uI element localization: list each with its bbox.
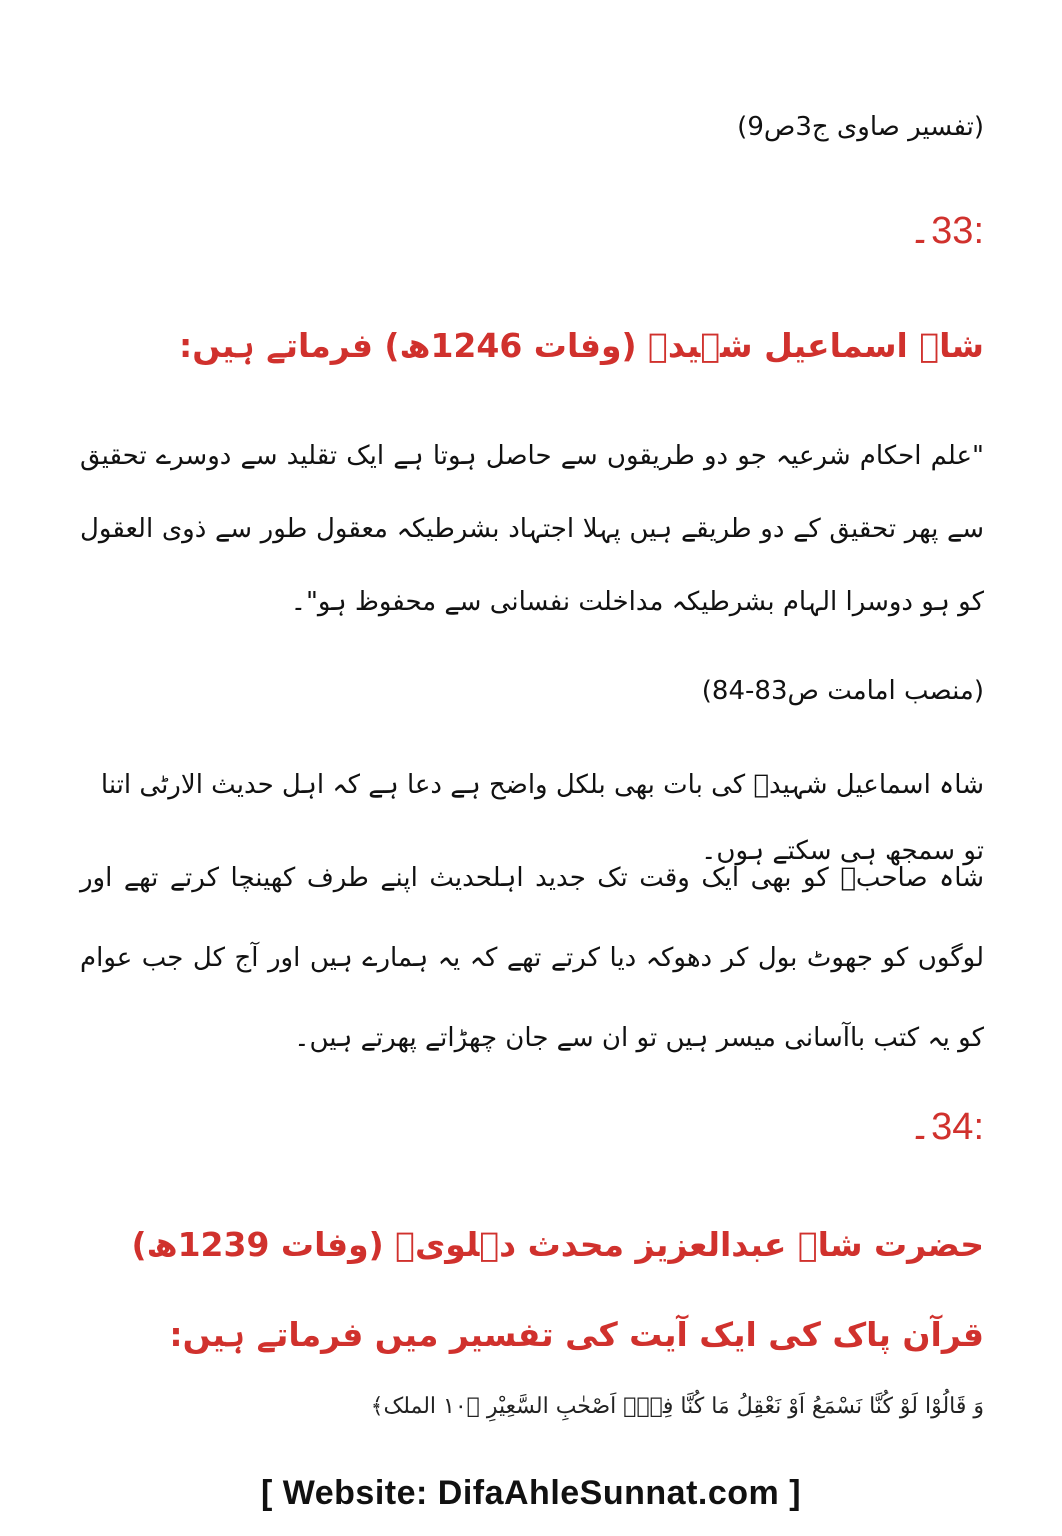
- heading-shah-abdulaziz: حضرت شاہ عبدالعزیز محدث دہلویؒ (وفات 1239ھ) قرآن پاک کی ایک آیت کی تفسیر میں فرماتے ہیں:: [131, 1225, 984, 1354]
- heading-shah-ismail: شاہ اسماعیل شہیدؒ (وفات 1246ھ) فرماتے ہیں:: [179, 326, 984, 365]
- website-footer: [ Website: DifaAhleSunnat.com ]: [260, 1474, 802, 1512]
- item-number-33: :33۔: [908, 210, 984, 252]
- comment-paragraph-2: شاہ صاحبؒ کو بھی ایک وقت تک جدید اہلحدیث اپنے طرف کھینچا کرتے تھے اور لوگوں کو جھوٹ بول کر دھوکہ دیا کرتے تھے کہ یہ ہمارے ہیں اور آج کل جب عوام کو یہ کتب باآسانی میسر ہیں تو ان سے جان چھڑاتے پھرتے ہیں۔: [80, 863, 984, 1053]
- comment-paragraph-1: شاہ اسماعیل شہیدؒ کی بات بھی بلکل واضح ہے دعا ہے کہ اہل حدیث الارٹی اتنا تو سمجھ ہی سکتے ہوں۔: [100, 770, 984, 866]
- item-number-34: :34۔: [908, 1106, 984, 1148]
- quran-ayah: وَ قَالُوْا لَوْ كُنَّا نَسْمَعُ اَوْ نَعْقِلُ مَا كُنَّا فِیْۤ اَصْحٰبِ السَّعِیْرِ ﴿۱۰ الملک﴾: [370, 1394, 984, 1419]
- quote-paragraph: "علم احکام شرعیہ جو دو طریقوں سے حاصل ہوتا ہے ایک تقلید سے دوسرے تحقیق سے پھر تحقیق کے دو طریقے ہیں پہلا اجتہاد بشرطیکہ معقول طور سے ذوی العقول کو ہو دوسرا الہام بشرطیکہ مداخلت نفسانی سے محفوظ ہو"۔: [80, 441, 984, 617]
- reference-tafseer-sawi: (تفسیر صاوی ج3ص9): [737, 112, 984, 142]
- reference-mansab-imamat: (منصب امامت ص83-84): [701, 676, 984, 706]
